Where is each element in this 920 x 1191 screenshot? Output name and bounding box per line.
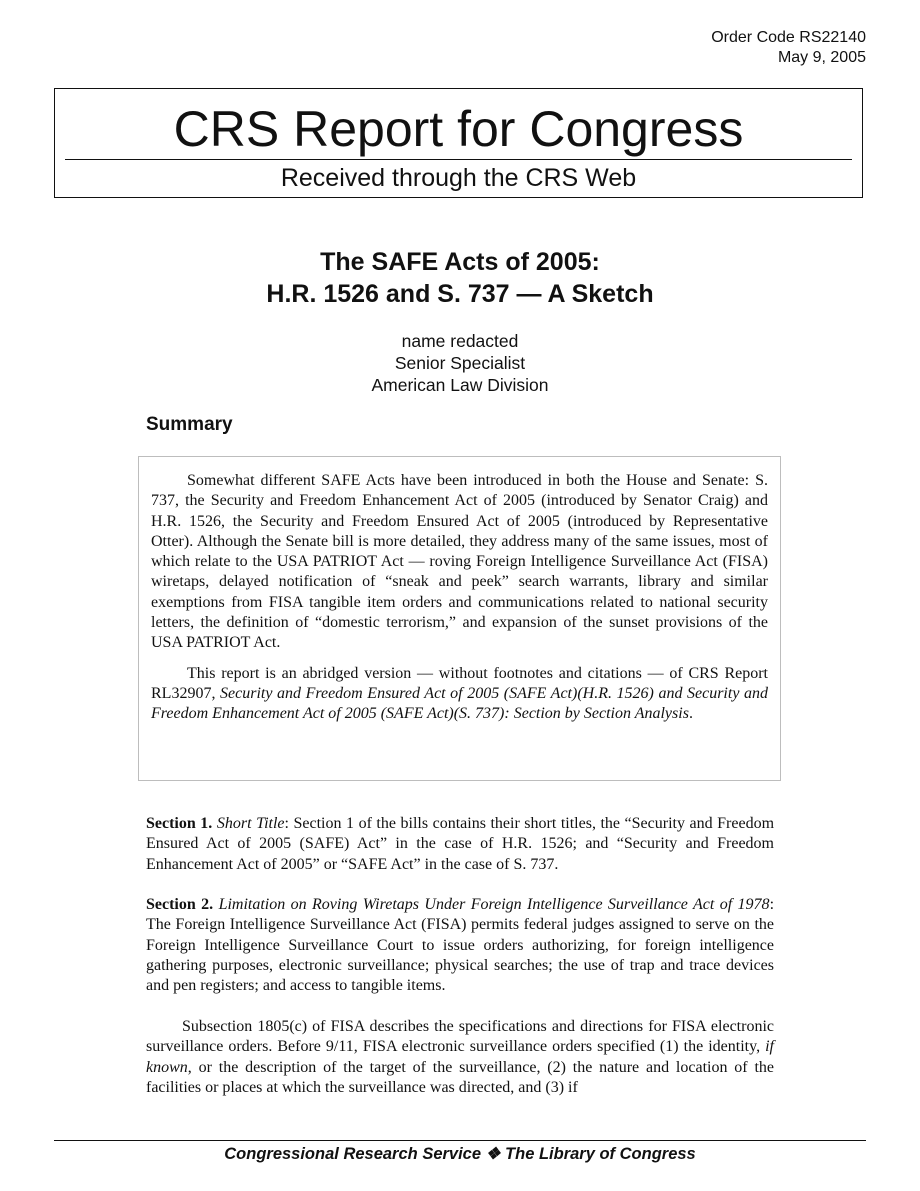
section-1 xyxy=(146,814,774,875)
subsection-italic: if known xyxy=(146,1038,774,1076)
summary-paragraph-1: Somewhat different SAFE Acts have been introduced in both the House and Senate: S. 737, the Security and Freedom Enhancement Act of 2005 (introduced by Senator Craig) and H.R. 1526, the Security and Freedom Ensured Act of 2005 (introduced by Representative Otter). Although the Senate bill is more detailed, they address many of the same issues, most of which relate to the USA PATRIOT Act — roving Foreign Intelligence Surveillance Act (FISA) wiretaps, delayed notification of “sneak and peek” search warrants, library and similar exemptions from FISA tangible item orders and communications related to national security letters, the definition of “domestic terrorism,” and expansion of the sunset provisions of the USA PATRIOT Act. xyxy=(151,472,768,652)
banner-title: CRS Report for Congress xyxy=(173,101,744,157)
summary-heading: Summary xyxy=(146,414,233,435)
banner-divider xyxy=(65,159,852,160)
author-block xyxy=(0,330,920,396)
section-1-text: : Section 1 of the bills contains their short titles, the “Security and Freedom Ensured Act of 2005 (SAFE) Act” in the case of H.R. 1526; and “Security and Freedom Enhancement Act of 2005” or “SAFE Act” in the case of S. 737. xyxy=(146,815,775,873)
banner-subtitle: Received through the CRS Web xyxy=(280,164,637,192)
footer-loc: The Library of Congress xyxy=(505,1145,696,1163)
section-2-title: Limitation on Roving Wiretaps Under Foreign Intelligence Surveillance Act of 1978 xyxy=(218,896,770,913)
report-date: May 9, 2005 xyxy=(777,49,866,66)
report-title xyxy=(0,246,920,310)
footer-crs: Congressional Research Service xyxy=(224,1145,482,1163)
order-code-block xyxy=(711,28,866,68)
summary-p2-end: . xyxy=(688,705,693,723)
crs-banner xyxy=(54,88,863,198)
report-title-line1: The SAFE Acts of 2005: xyxy=(320,248,600,276)
report-title-line2: H.R. 1526 and S. 737 — A Sketch xyxy=(266,280,654,308)
subsection-text-end: , or the description of the target of the surveillance, (2) the nature and location of the facilities or places at which the surveillance was directed, and (3) if xyxy=(146,1058,774,1096)
summary-paragraph-2 xyxy=(151,664,768,725)
section-2-label: Section 2. xyxy=(146,896,214,913)
author-title: Senior Specialist xyxy=(394,353,526,373)
section-1-title: Short Title xyxy=(216,815,285,832)
order-code: Order Code RS22140 xyxy=(711,29,866,46)
summary-p2-text: This report is an abridged version — without footnotes and citations — of CRS Report RL32907, xyxy=(151,664,768,702)
footer-divider xyxy=(54,1140,866,1141)
author-name: name redacted xyxy=(401,331,519,351)
subsection-text xyxy=(146,1017,774,1098)
footer-separator-icon: ❖ xyxy=(485,1145,501,1163)
section-1-paragraph xyxy=(146,814,774,875)
summary-box xyxy=(138,456,781,781)
subsection-text-start: Subsection 1805(c) of FISA describes the specifications and directions for FISA electronic surveillance orders. Before 9/11, FISA electronic surveillance orders specified (1) the identity, xyxy=(146,1018,774,1056)
summary-p2-report-title: Security and Freedom Ensured Act of 2005 (SAFE Act)(H.R. 1526) and Security and Freedom Enhancement Act of 2005 (SAFE Act)(S. 737): Section by Section Analysis xyxy=(151,684,768,723)
section-1-label: Section 1. xyxy=(146,815,213,832)
subsection-paragraph xyxy=(146,1017,774,1098)
section-2-text: : The Foreign Intelligence Surveillance Act (FISA) permits federal judges assigned to serve on the Foreign Intelligence Surveillance Court to issue orders authorizing, for foreign intelligence gathering purposes, electronic surveillance; physical searches; the use of trap and trace devices and pen registers; and access to tangible items. xyxy=(146,896,775,995)
section-2 xyxy=(146,895,774,996)
footer xyxy=(0,1144,920,1164)
author-division: American Law Division xyxy=(371,375,549,395)
section-2-paragraph xyxy=(146,895,774,996)
